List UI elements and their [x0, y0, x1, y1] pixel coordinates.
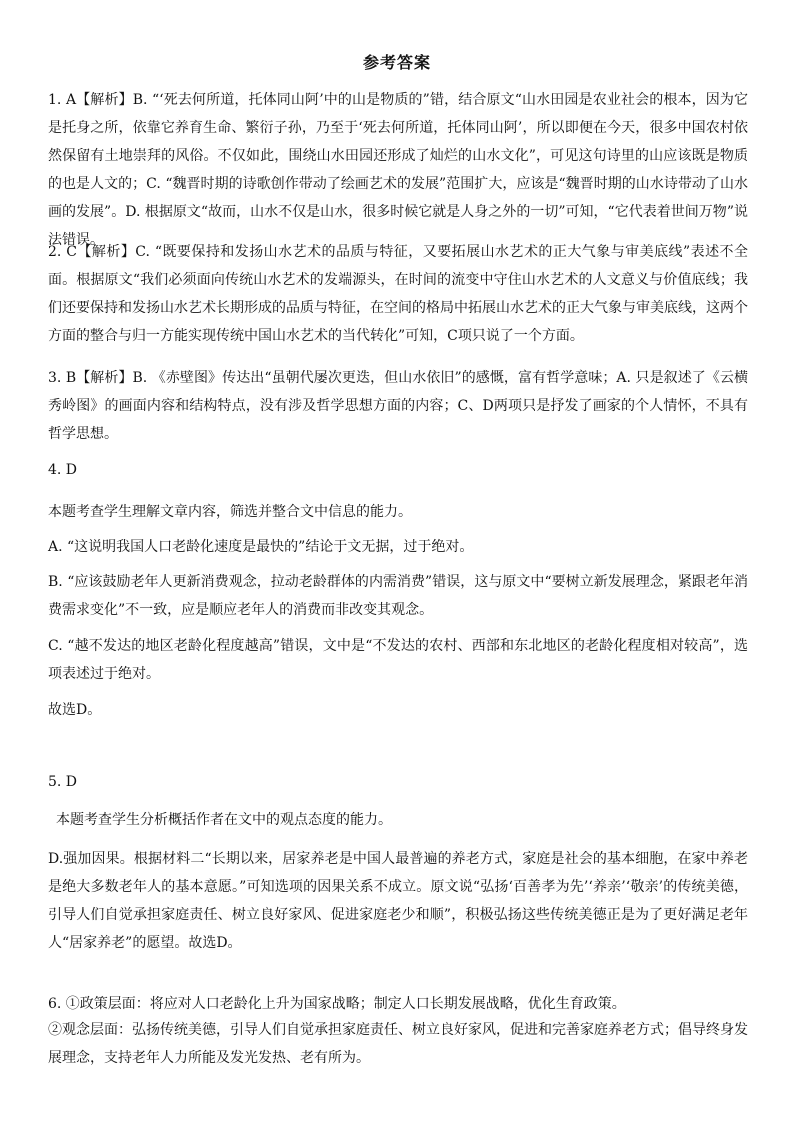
answer-4-intro: 本题考查学生理解文章内容，筛选并整合文中信息的能力。: [48, 504, 412, 520]
answer-4-conclusion: 故选D。: [48, 702, 102, 718]
answer-2: 2. C【解析】C. “既要保持和发扬山水艺术的品质与特征，又要拓展山水艺术的正大气象与审美底线”表述不全面。根据原文“我们必须面向传统山水艺术的发端源头，在时间的流变中守住山水艺术的人文意义与价值底线；我们还要保持和发扬山水艺术长期形成的品质与特征，在空间的格局中拓展山水艺术的正大气象与审美底线，这两个方面的整合与归一方能实现传统中国山水艺术的当代转化”可知，C项只说了一个方面。: [48, 244, 748, 344]
answer-5-heading: 5. D: [48, 774, 78, 790]
answer-4-option-b: B. “应该鼓励老年人更新消费观念，拉动老龄群体的内需消费”错误，这与原文中“要树立新发展理念，紧跟老年消费需求变化”不一致，应是顺应老年人的消费而非改变其观念。: [48, 574, 748, 618]
answer-6-concept: ②观念层面：弘扬传统美德，引导人们自觉承担家庭责任、树立良好家风，促进和完善家庭养老方式；倡导终身发展理念，支持老年人力所能及发光发热、老有所为。: [48, 1022, 748, 1066]
answer-4-option-c: C. “越不发达的地区老龄化程度越高”错误，文中是“不发达的农村、西部和东北地区的老龄化程度相对较高”，选项表述过于绝对。: [48, 638, 748, 682]
page-title: 参考答案: [362, 53, 431, 72]
answer-5-intro: 本题考查学生分析概括作者在文中的观点态度的能力。: [56, 812, 392, 828]
answer-5-analysis: D.强加因果。根据材料二“长期以来，居家养老是中国人最普遍的养老方式，家庭是社会的基本细胞，在家中养老是绝大多数老年人的基本意愿。”可知选项的因果关系不成立。原文说“弘扬‘百善孝为先’‘养亲’‘敬亲’的传统美德，引导人们自觉承担家庭责任、树立良好家风、促进家庭老少和顺”，积极弘扬这些传统美德正是为了更好满足老年人“居家养老”的愿望。故选D。: [48, 851, 748, 951]
answer-3: 3. B【解析】B. 《赤壁图》传达出“虽朝代屡次更迭，但山水依旧”的感慨，富有哲学意味；A. 只是叙述了《云横秀岭图》的画面内容和结构特点，没有涉及哲学思想方面的内容；C、D两项只是抒发了画家的个人情怀，不具有哲学思想。: [48, 370, 748, 442]
answer-6-policy: 6. ①政策层面：将应对人口老龄化上升为国家战略；制定人口长期发展战略，优化生育政策。: [48, 996, 626, 1012]
answer-1: 1. A【解析】B. “‘死去何所道，托体同山阿’中的山是物质的”错，结合原文“山水田园是农业社会的根本，因为它是托身之所，依靠它养育生命、繁衍子孙，乃至于‘死去何所道，托体同山阿’，所以即便在今天，很多中国农村依然保留有土地崇拜的风俗。不仅如此，围绕山水田园还形成了灿烂的山水文化”，可见这句诗里的山应该既是物质的也是人文的；C. “魏晋时期的诗歌创作带动了绘画艺术的发展”范围扩大，应该是“魏晋时期的山水诗带动了山水画的发展”。D. 根据原文“故而，山水不仅是山水，很多时候它就是人身之外的一切”可知，“它代表着世间万物”说法错误。: [48, 92, 748, 248]
answer-4-heading: 4. D: [48, 462, 78, 478]
answer-4-option-a: A. “这说明我国人口老龄化速度是最快的”结论于文无据，过于绝对。: [48, 539, 474, 555]
